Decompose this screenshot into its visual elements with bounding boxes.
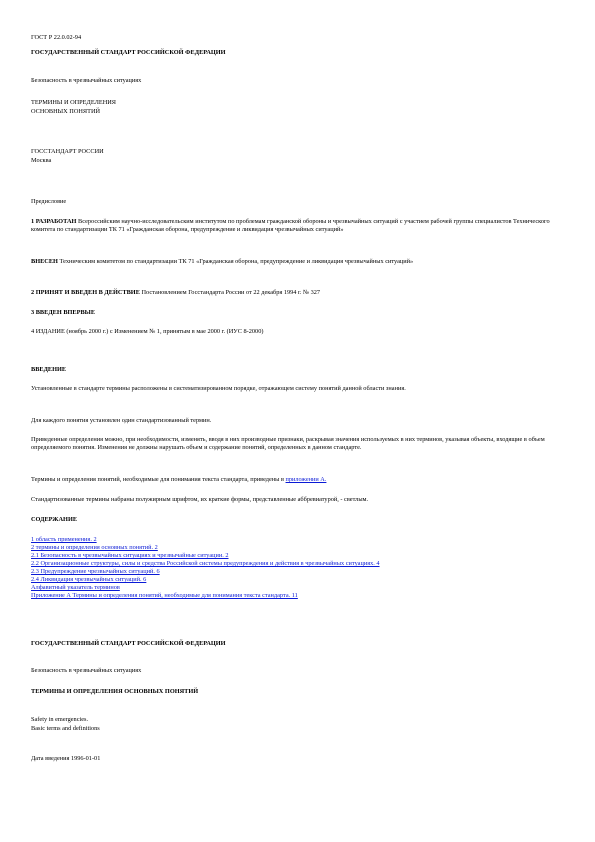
body-series-title: Безопасность в чрезвычайных ситуациях bbox=[31, 667, 142, 674]
foreword-item-1b-lead: ВНЕСЕН bbox=[31, 258, 58, 265]
body-standard-title: ГОСУДАРСТВЕННЫЙ СТАНДАРТ РОССИЙСКОЙ ФЕДЕРАЦИИ bbox=[31, 640, 226, 647]
appendix-a-link[interactable]: приложении А. bbox=[285, 476, 327, 483]
english-title-line1: Safety in emergencies. bbox=[31, 716, 89, 723]
intro-heading: ВВЕДЕНИЕ bbox=[31, 366, 67, 373]
foreword-item-2-text: Постановлением Госстандарта России от 22 декабря 1994 г. № 327 bbox=[139, 289, 321, 296]
foreword-item-1-lead: 1 РАЗРАБОТАН bbox=[31, 218, 77, 225]
toc-link[interactable]: 2.1 Безопасность в чрезвычайных ситуациях и чрезвычайные ситуации. 2 bbox=[31, 552, 229, 559]
intro-paragraph-4 bbox=[31, 476, 571, 484]
toc-link[interactable]: 1 область применения. 2 bbox=[31, 536, 97, 543]
table-of-contents bbox=[31, 536, 571, 600]
foreword-heading: Предисловие bbox=[31, 198, 67, 205]
doc-code: ГОСТ Р 22.0.02-94 bbox=[31, 34, 82, 41]
doc-title-line2: ОСНОВНЫХ ПОНЯТИЙ bbox=[31, 108, 101, 115]
intro-paragraph-4-text: Термины и определения понятий, необходимые для понимания текста стандарта, приведены в bbox=[31, 476, 286, 483]
doc-title-line1: ТЕРМИНЫ И ОПРЕДЕЛЕНИЯ bbox=[31, 99, 116, 106]
series-title: Безопасность в чрезвычайных ситуациях bbox=[31, 77, 142, 84]
foreword-item-1-text: Всероссийским научно-исследовательским институтом по проблемам гражданской обороны и чрезвычайных ситуаций с участием рабочей группы специалистов Технического комитета по стандартизации ТК 71 «Гражданская оборона, предупреждение и ликвидация чрезвычайных ситуаций» bbox=[31, 218, 550, 234]
foreword-item-1 bbox=[31, 218, 571, 235]
foreword-item-4: 4 ИЗДАНИЕ (ноябрь 2000 г.) с Изменением № 1, принятым в мае 2000 г. (ИУС 8-2000) bbox=[31, 328, 264, 335]
toc-link[interactable]: 2 термины и определения основных понятий. 2 bbox=[31, 544, 158, 551]
intro-paragraph-2: Для каждого понятия установлен один стандартизованный термин. bbox=[31, 417, 212, 424]
intro-date: Дата введения 1996-01-01 bbox=[31, 755, 101, 762]
publisher-city: Москва bbox=[31, 157, 52, 164]
toc-link[interactable]: 2.2 Организационные структуры, силы и средства Российской системы предупреждения и действия в чрезвычайных ситуациях. 4 bbox=[31, 560, 380, 567]
foreword-item-2-lead: 2 ПРИНЯТ И ВВЕДЕН В ДЕЙСТВИЕ bbox=[31, 289, 140, 296]
foreword-item-2 bbox=[31, 289, 571, 297]
toc-link[interactable]: 2.4 Ликвидация чрезвычайных ситуаций. 6 bbox=[31, 576, 147, 583]
intro-paragraph-1: Установленные в стандарте термины расположены в систематизированном порядке, отражающем систему понятий данной области знания. bbox=[31, 385, 406, 392]
body-doc-title: ТЕРМИНЫ И ОПРЕДЕЛЕНИЯ ОСНОВНЫХ ПОНЯТИЙ bbox=[31, 688, 199, 695]
toc-link[interactable]: Приложение А Термины и определения понятий, необходимые для понимания текста стандарта. 11 bbox=[31, 592, 298, 599]
toc-link[interactable]: Алфавитный указатель терминов bbox=[31, 584, 120, 591]
foreword-item-1b bbox=[31, 258, 571, 266]
english-title-line2: Basic terms and definitions bbox=[31, 725, 100, 732]
intro-paragraph-5: Стандартизованные термины набраны полужирным шрифтом, их краткие формы, представленные аббревиатурой, - светлым. bbox=[31, 496, 369, 503]
foreword-item-3: 3 ВВЕДЕН ВПЕРВЫЕ bbox=[31, 309, 96, 316]
toc-link[interactable]: 2.3 Предупреждение чрезвычайных ситуаций. 6 bbox=[31, 568, 160, 575]
foreword-item-1b-text: Техническим комитетом по стандартизации ТК 71 «Гражданская оборона, предупреждение и ликвидация чрезвычайных ситуаций» bbox=[57, 258, 414, 265]
toc-heading: СОДЕРЖАНИЕ bbox=[31, 516, 78, 523]
intro-paragraph-3: Приведенные определения можно, при необходимости, изменять, вводя в них производные признаки, раскрывая значения используемых в них терминов, указывая объекты, входящие в объем определяемого понятия. Изменения не должны нарушать объем и содержание понятий, определенных в данном стандарте. bbox=[31, 436, 545, 452]
standard-title: ГОСУДАРСТВЕННЫЙ СТАНДАРТ РОССИЙСКОЙ ФЕДЕРАЦИИ bbox=[31, 49, 226, 56]
publisher: ГОССТАНДАРТ РОССИИ bbox=[31, 148, 104, 155]
